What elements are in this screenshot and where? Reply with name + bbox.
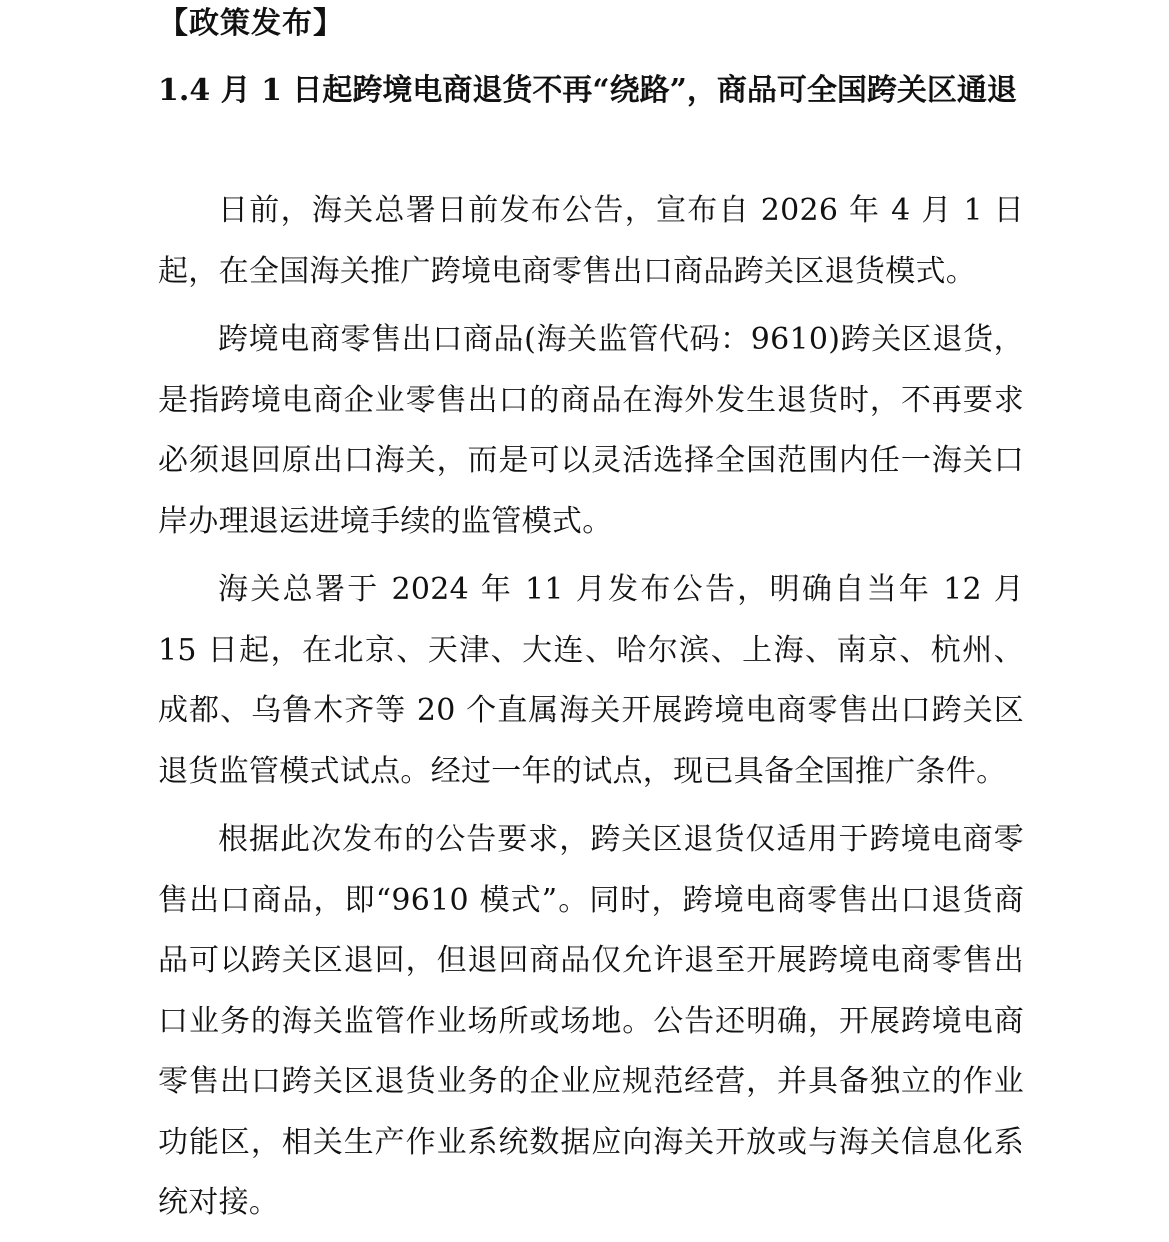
paragraph-1: 日前，海关总署日前发布公告，宣布自 2026 年 4 月 1 日起，在全国海关推广跨境电商零售出口商品跨关区退货模式。 [158,193,1024,289]
news-headline: 1.4 月 1 日起跨境电商退货不再“绕路”，商品可全国跨关区通退 [158,73,1017,108]
article-body [158,181,1024,1242]
section-label: 【政策发布】 [158,6,344,41]
paragraph-4: 根据此次发布的公告要求，跨关区退货仅适用于跨境电商零售出口商品，即“9610 模式”。同时，跨境电商零售出口退货商品可以跨关区退回，但退回商品仅允许退至开展跨境电商零售出口业务的海关监管作业场所或场地。公告还明确，开展跨境电商零售出口跨关区退货业务的企业应规范经营，并具备独立的作业功能区，相关生产作业系统数据应向海关开放或与海关信息化系统对接。 [158,822,1024,1220]
paragraph-2: 跨境电商零售出口商品(海关监管代码：9610)跨关区退货，是指跨境电商企业零售出口的商品在海外发生退货时，不再要求必须退回原出口海关，而是可以灵活选择全国范围内任一海关口岸办理退运进境手续的监管模式。 [158,322,1024,539]
paragraph-3: 海关总署于 2024 年 11 月发布公告，明确自当年 12 月 15 日起，在北京、天津、大连、哈尔滨、上海、南京、杭州、成都、乌鲁木齐等 20 个直属海关开展跨境电商零售出口跨关区退货监管模式试点。经过一年的试点，现已具备全国推广条件。 [158,572,1024,789]
